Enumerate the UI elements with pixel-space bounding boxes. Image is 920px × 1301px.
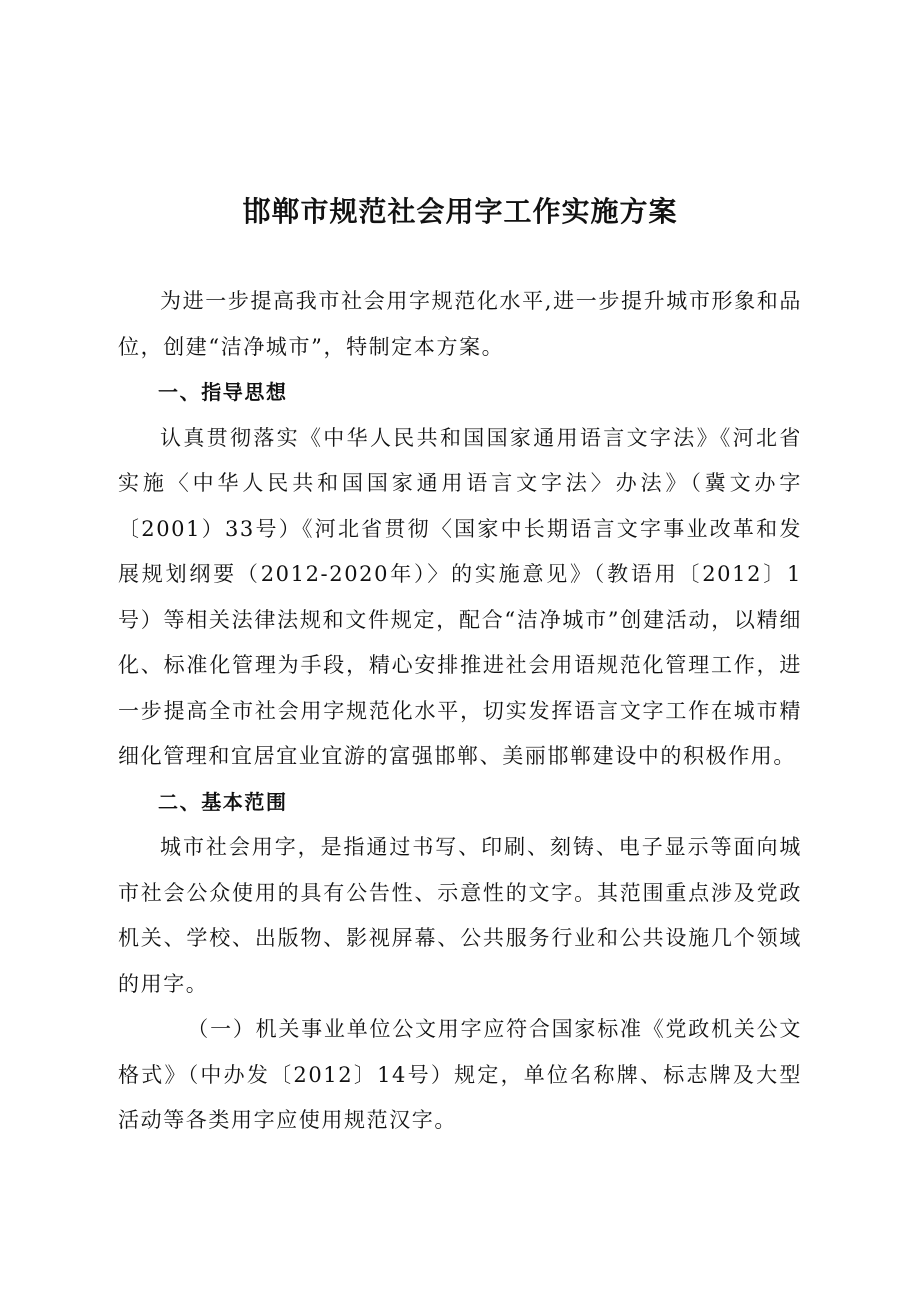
scope-item-1-paragraph: （一）机关事业单位公文用字应符合国家标准《党政机关公文格式》（中办发〔2012〕14号）规定，单位名称牌、标志牌及大型活动等各类用字应使用规范汉字。 [118, 1017, 802, 1132]
section-heading-basic-scope: 二、基本范围 [158, 789, 288, 814]
document-title: 邯郸市规范社会用字工作实施方案 [242, 195, 678, 228]
document-body [118, 279, 802, 1144]
guiding-thought-paragraph: 认真贯彻落实《中华人民共和国国家通用语言文字法》《河北省实施〈中华人民共和国国家通用语言文字法〉办法》（冀文办字〔2001）33号）《河北省贯彻〈国家中长期语言文字事业改革和发展规划纲要（2012-2020年）〉的实施意见》（教语用〔2012〕1号）等相关法律法规和文件规定，配合“洁净城市”创建活动，以精细化、标准化管理为手段，精心安排推进社会用语规范化管理工作，进一步提高全市社会用字规范化水平，切实发挥语言文字工作在城市精细化管理和宜居宜业宜游的富强邯郸、美丽邯郸建设中的积极作用。 [118, 425, 802, 768]
section-heading-guiding-thought: 一、指导思想 [158, 380, 288, 404]
basic-scope-paragraph: 城市社会用字，是指通过书写、印刷、刻铸、电子显示等面向城市社会公众使用的具有公告性、示意性的文字。其范围重点涉及党政机关、学校、出版物、影视屏幕、公共服务行业和公共设施几个领域的用字。 [118, 835, 802, 996]
intro-paragraph: 为进一步提高我市社会用字规范化水平,进一步提升城市形象和品位，创建“洁净城市”，特制定本方案。 [118, 289, 802, 359]
